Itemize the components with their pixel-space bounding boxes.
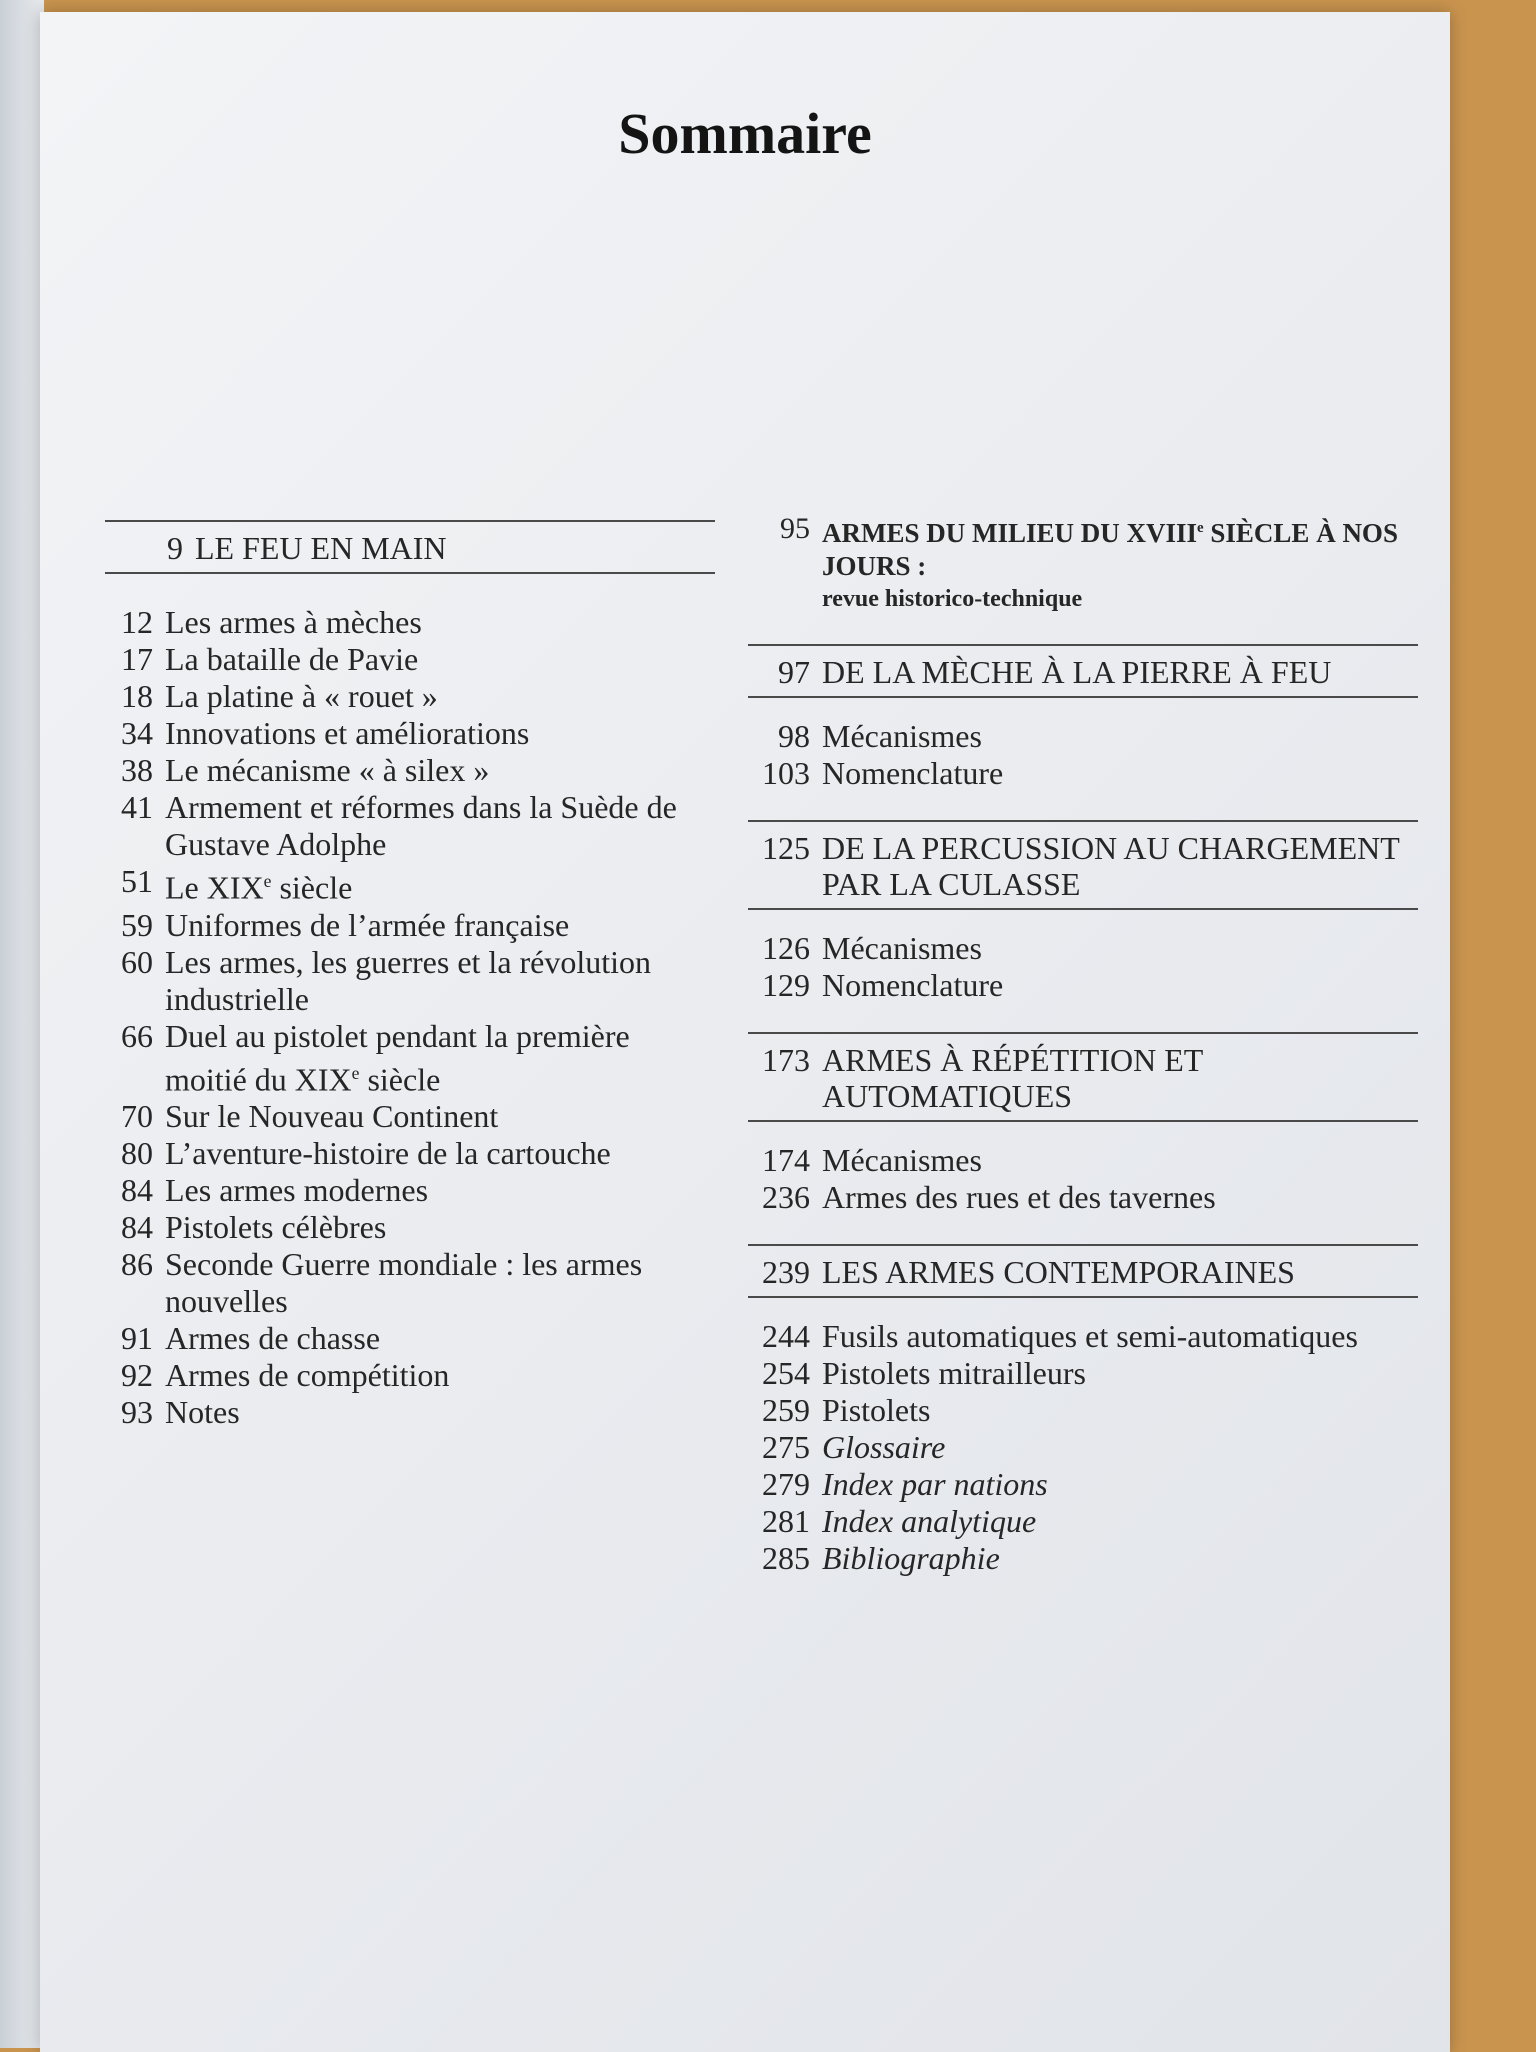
entry-page-number: 236 [762,1179,810,1215]
section-header [748,1032,1418,1122]
entry-page-number: 51 [121,863,153,899]
entry-title: Armes de compétition [165,1357,450,1394]
entry-page-number: 281 [762,1503,810,1539]
section-title: LES ARMES CONTEMPORAINES [822,1254,1295,1290]
entry-page-number: 12 [121,604,153,640]
book-spine-edge [0,0,44,2048]
toc-entry [748,967,1428,1004]
toc-entry [105,1098,715,1135]
entry-title: Notes [165,1394,240,1431]
entry-title: Mécanismes [822,718,982,754]
toc-entry [105,641,715,678]
entry-page-number: 84 [121,1209,153,1246]
toc-entry [105,604,715,641]
entry-title: Les armes, les guerres et la révolution industrielle [165,943,652,1017]
toc-entry [748,1355,1428,1392]
entry-title: Armes de chasse [165,1320,381,1357]
section-page-number: 239 [762,1254,810,1290]
entry-title: Sur le Nouveau Continent [165,1098,499,1135]
entry-title: Pistolets [822,1392,931,1428]
entry-title: Les armes modernes [165,1172,429,1209]
toc-entry [105,1357,715,1394]
section-header [748,644,1418,698]
part-title-line2: SIÈCLE À NOS JOURS : [822,518,1398,581]
entry-title: Fusils automatiques et semi-automatiques [822,1318,1358,1354]
part-header [748,512,1428,616]
entry-title: Nomenclature [822,755,1004,791]
entry-page-number: 41 [121,789,153,825]
toc-entry [105,1320,715,1357]
toc-entry [105,752,715,789]
toc-entry [748,1142,1428,1179]
entry-page-number: 259 [762,1392,810,1428]
superscript: e [351,1062,360,1083]
section-page-number: 173 [762,1042,810,1078]
entry-page-number: 66 [121,1017,153,1054]
entry-page-number: 244 [762,1318,810,1354]
entry-page-number: 174 [762,1142,810,1178]
entry-page-number: 38 [121,752,153,788]
entry-page-number: 60 [121,943,153,980]
part-title [822,512,1428,616]
entry-page-number: 92 [121,1357,153,1394]
entry-title: Pistolets célèbres [165,1209,387,1246]
entry-title: Seconde Guerre mondiale : les armes nouvelles [165,1246,643,1320]
entry-page-number: 98 [778,718,810,754]
entry-page-number: 254 [762,1355,810,1391]
toc-entry [748,930,1428,967]
entry-title: Mécanismes [822,1142,982,1178]
entry-title: Innovations et améliorations [165,715,530,751]
toc-entry [105,1209,715,1246]
toc-entry [105,1018,715,1099]
part-page-number: 95 [780,512,810,545]
toc-entry [748,718,1428,755]
section-title: DE LA PERCUSSION AU CHARGEMENT PAR LA CULASSE [822,830,1400,902]
section-page-number: 9 [167,530,183,566]
entry-title: Glossaire [822,1429,946,1465]
toc-entry [748,1466,1428,1503]
entry-page-number: 279 [762,1466,810,1502]
entry-title: Les armes à mèches [165,604,422,640]
toc-entry [105,1246,715,1320]
entry-title: La bataille de Pavie [165,641,419,677]
section-title: DE LA MÈCHE À LA PIERRE À FEU [822,654,1332,690]
superscript: e [263,871,272,891]
entry-page-number: 84 [121,1172,153,1209]
entry-title: Bibliographie [822,1540,1000,1576]
entry-page-number: 70 [121,1098,153,1135]
toc-entry [748,1318,1428,1355]
entry-page-number: 86 [121,1246,153,1283]
toc-entry [748,1503,1428,1540]
toc-entry [105,907,715,944]
entry-page-number: 285 [762,1540,810,1576]
toc-entry [105,678,715,715]
entry-page-number: 34 [121,715,153,751]
page-title: Sommaire [618,101,872,166]
toc-entry [105,1394,715,1431]
entry-title [165,863,715,907]
section-title: LE FEU EN MAIN [195,530,447,566]
entry-title: L’aventure-histoire de la cartouche [165,1135,611,1172]
entry-title-part: Duel au pistolet pendant la première moitié du XIX [165,1017,630,1098]
toc-entry [748,1540,1428,1577]
section-header [105,520,715,574]
left-column [105,520,715,1431]
part-title-line1: ARMES DU MILIEU DU XVIII [822,518,1198,548]
toc-entry [105,863,715,907]
toc-entry [105,1172,715,1209]
entry-title: Armes des rues et des tavernes [822,1179,1216,1215]
entry-page-number: 91 [121,1320,153,1357]
section-header [748,1244,1418,1298]
superscript: e [1197,520,1204,536]
entry-page-number: 18 [121,678,153,714]
entry-page-number: 17 [121,641,153,677]
right-column [748,512,1428,1577]
part-subtitle: revue historico-technique [822,586,1083,612]
entry-title-part: siècle [271,869,353,906]
entry-title: Armement et réformes dans la Suède de Gustave Adolphe [165,789,677,862]
entry-title: Nomenclature [822,967,1004,1003]
section-title: ARMES À RÉPÉTITION ET AUTOMATIQUES [822,1042,1203,1114]
entry-title-part: Le XIX [165,869,264,906]
entry-title: Pistolets mitrailleurs [822,1355,1086,1391]
entry-title: Uniformes de l’armée française [165,906,570,943]
toc-entry [748,1429,1428,1466]
entry-page-number: 103 [762,755,810,791]
toc-entry [748,1179,1428,1216]
toc-sections [748,644,1428,1577]
toc-entry [105,715,715,752]
section-header [748,820,1418,910]
toc-list [105,604,715,1431]
entry-page-number: 93 [121,1394,153,1431]
entry-title [165,1018,715,1099]
toc-entry [748,1392,1428,1429]
entry-page-number: 80 [121,1135,153,1172]
toc-entry [105,944,715,1018]
entry-title: Index analytique [822,1503,1037,1539]
toc-entry [105,1135,715,1172]
entry-page-number: 59 [121,906,153,943]
toc-entry [105,789,715,863]
entry-title-part: siècle [359,1061,441,1098]
entry-page-number: 129 [762,967,810,1003]
entry-title: Index par nations [822,1466,1048,1502]
entry-title: La platine à « rouet » [165,678,438,714]
entry-page-number: 126 [762,930,810,966]
entry-title: Le mécanisme « à silex » [165,752,490,788]
entry-title: Mécanismes [822,930,982,966]
section-page-number: 97 [778,654,810,690]
toc-entry [748,755,1428,792]
section-page-number: 125 [762,830,810,866]
entry-page-number: 275 [762,1429,810,1465]
